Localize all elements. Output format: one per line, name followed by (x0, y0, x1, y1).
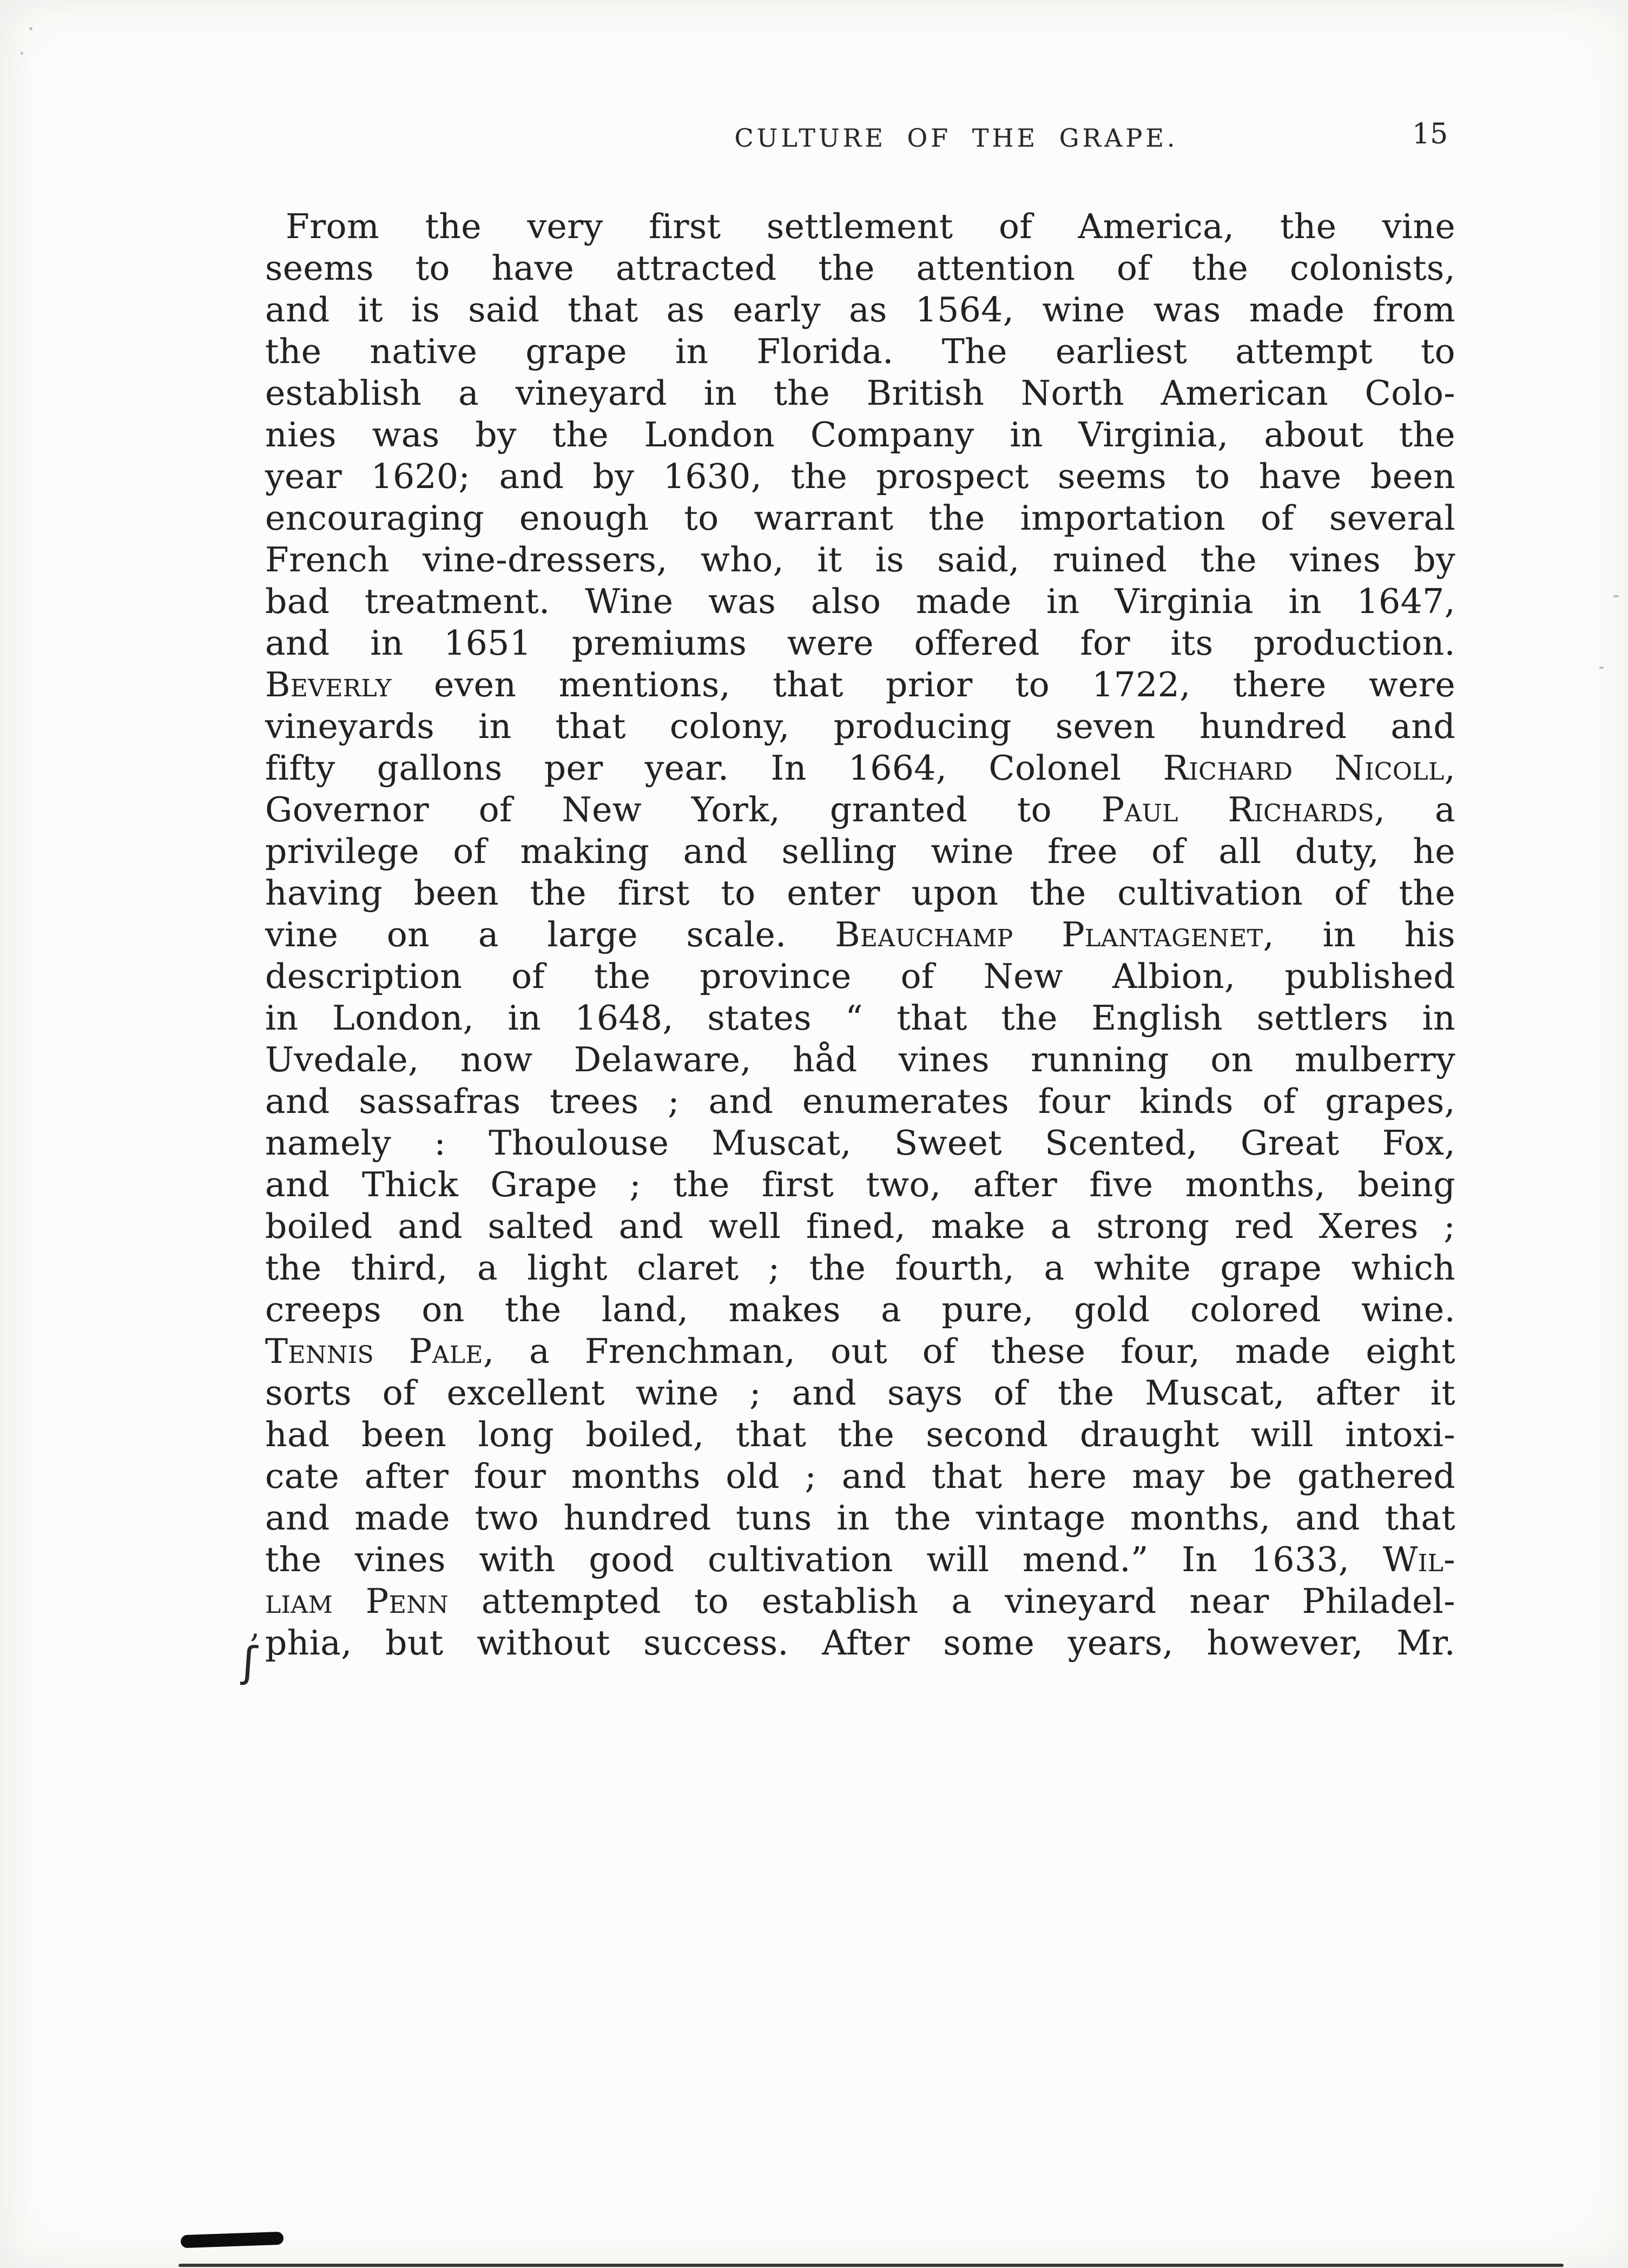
scan-artifact-mark: , (250, 1608, 260, 1645)
scan-speck (1613, 595, 1619, 597)
text-line: and made two hundred tuns in the vintage months, and that (265, 1498, 1455, 1538)
text-line: liam Penn attempted to establish a vineyard near Philadel- (265, 1581, 1455, 1621)
scan-speck (1599, 667, 1604, 669)
text-line: and sassafras trees ; and enumerates four kinds of grapes, (265, 1082, 1455, 1121)
page-edge-shadow (179, 2264, 1564, 2267)
text-line: had been long boiled, that the second draught will intoxi- (265, 1415, 1455, 1454)
text-line: in London, in 1648, states “ that the English settlers in (265, 998, 1455, 1038)
text-line: year 1620; and by 1630, the prospect seems to have been (265, 457, 1455, 496)
text-line: French vine-dressers, who, it is said, ruined the vines by (265, 540, 1455, 579)
text-line: description of the province of New Albion, published (265, 957, 1455, 996)
text-line: and Thick Grape ; the first two, after five months, being (265, 1165, 1455, 1204)
text-line: bad treatment. Wine was also made in Virginia in 1647, (265, 582, 1455, 621)
scan-speck (29, 27, 32, 30)
text-line: From the very first settlement of America, the vine (286, 207, 1455, 246)
text-line: vine on a large scale. Beauchamp Plantagenet, in his (265, 915, 1456, 954)
text-line: cate after four months old ; and that here may be gathered (265, 1456, 1455, 1496)
text-line: nies was by the London Company in Virginia, about the (265, 415, 1455, 454)
body-lines (265, 206, 1455, 1664)
text-line: the native grape in Florida. The earliest attempt to (265, 332, 1455, 371)
scan-speck (21, 52, 23, 55)
text-line: creeps on the land, makes a pure, gold colored wine. (265, 1290, 1455, 1329)
text-line: seems to have attracted the attention of the colonists, (265, 248, 1455, 288)
text-line: Beverly even mentions, that prior to 1722, there were (265, 665, 1455, 704)
text-line: Tennis Pale, a Frenchman, out of these four, made eight (265, 1331, 1455, 1371)
text-line: the third, a light claret ; the fourth, a white grape which (265, 1248, 1455, 1288)
scan-smudge (181, 2232, 284, 2249)
text-line: privilege of making and selling wine free of all duty, he (265, 832, 1455, 871)
text-line: having been the first to enter upon the cultivation of the (265, 873, 1455, 913)
text-line: vineyards in that colony, producing seven hundred and (265, 707, 1455, 746)
scan-artifact-mark: ʃ (240, 1638, 259, 1687)
text-line: encouraging enough to warrant the importation of several (265, 498, 1455, 538)
text-line: establish a vineyard in the British North American Colo- (265, 373, 1455, 413)
text-line: Uvedale, now Delaware, håd vines running on mulberry (265, 1040, 1455, 1079)
text-line: boiled and salted and well fined, make a strong red Xeres ; (265, 1206, 1455, 1246)
text-line: the vines with good cultivation will mend.” In 1633, Wil- (265, 1540, 1455, 1579)
text-line: and in 1651 premiums were offered for its production. (265, 623, 1455, 663)
running-head-title: CULTURE OF THE GRAPE. (734, 123, 1178, 153)
text-line: phia, but without success. After some years, however, Mr. (265, 1623, 1455, 1663)
text-line: fifty gallons per year. In 1664, Colonel Richard Nicoll, (265, 748, 1455, 788)
text-line: Governor of New York, granted to Paul Richards, a (265, 790, 1456, 829)
text-line: and it is said that as early as 1564, wine was made from (265, 290, 1455, 329)
text-line: namely : Thoulouse Muscat, Sweet Scented, Great Fox, (265, 1123, 1455, 1163)
text-line: sorts of excellent wine ; and says of the Muscat, after it (265, 1373, 1455, 1413)
page-number: 15 (1412, 118, 1448, 150)
